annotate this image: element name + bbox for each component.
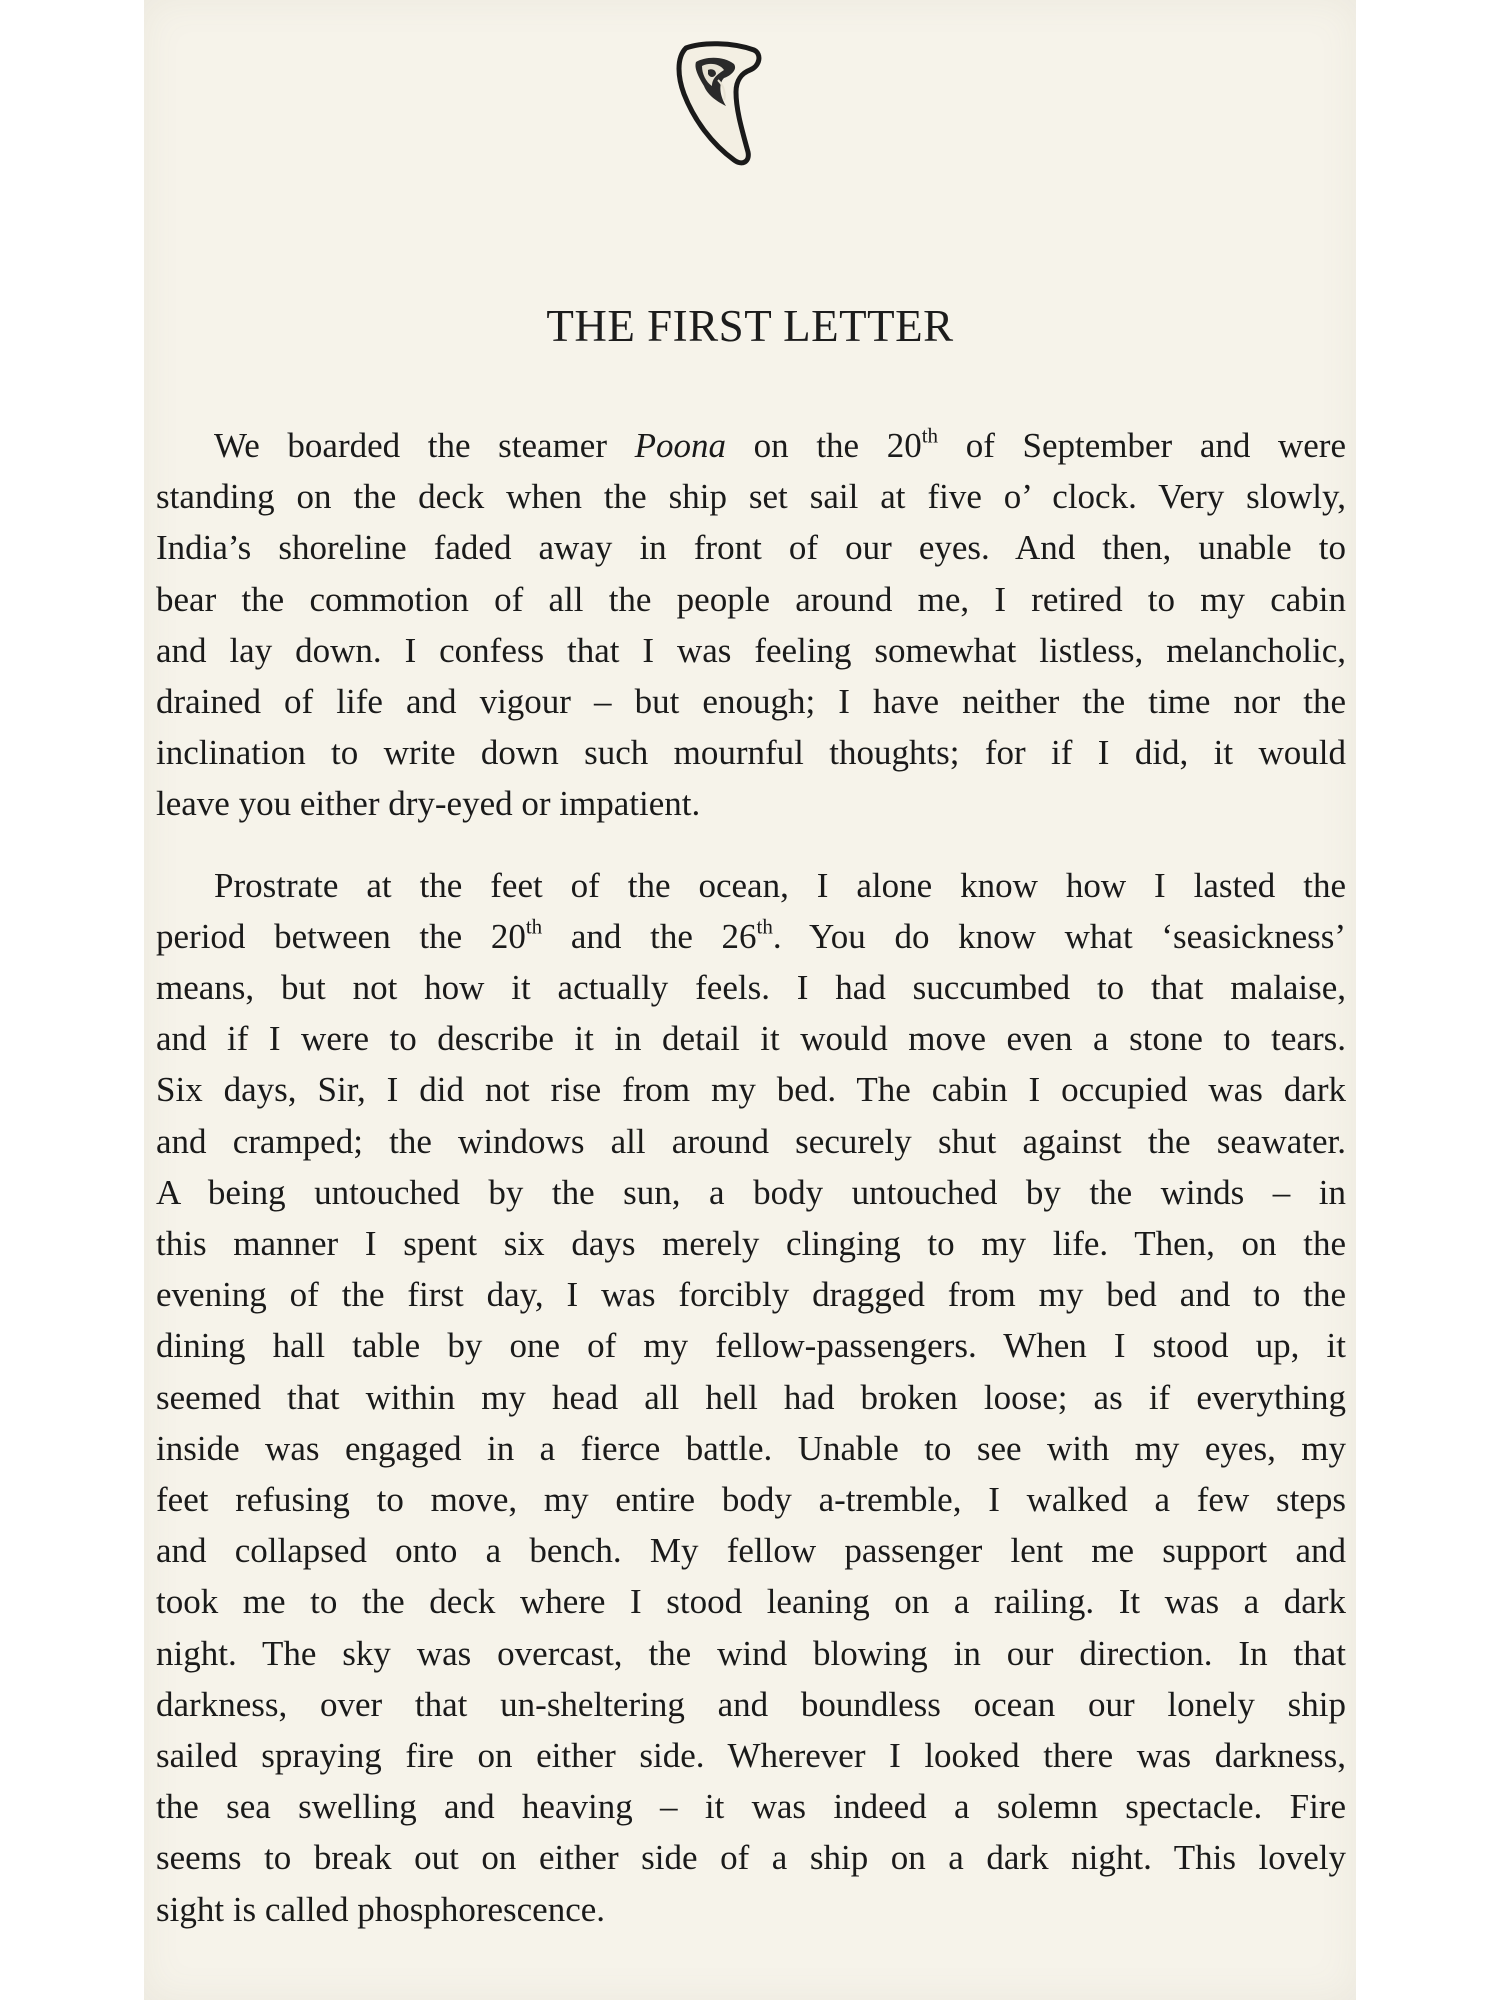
text-line: inclination to write down such mournful thoughts; for if I did, it would: [156, 733, 1346, 773]
text-line: and if I were to describe it in detail it would move even a stone to tears.: [156, 1019, 1346, 1059]
text-line: night. The sky was overcast, the wind blowing in our direction. In that: [156, 1633, 1346, 1673]
text-line: the sea swelling and heaving – it was indeed a solemn spectacle. Fire: [156, 1787, 1346, 1827]
text-line: leave you either dry-eyed or impatient.: [156, 784, 701, 824]
ordinal-suffix: th: [921, 423, 939, 448]
text-line: seems to break out on either side of a ship on a dark night. This lovely: [156, 1838, 1346, 1878]
text-line: Six days, Sir, I did not rise from my bed. The cabin I occupied was dark: [156, 1070, 1346, 1110]
text-line: seemed that within my head all hell had broken loose; as if everything: [156, 1377, 1346, 1417]
ship-name: Poona: [634, 426, 727, 465]
text-line: bear the commotion of all the people around me, I retired to my cabin: [156, 579, 1346, 619]
text-line: took me to the deck where I stood leaning on a railing. It was a dark: [156, 1582, 1346, 1622]
text-segment: period between the 20: [156, 916, 526, 956]
text-segment: on the 20: [726, 426, 922, 465]
paragraph-2: [156, 860, 1346, 1935]
text-line: dining hall table by one of my fellow-passengers. When I stood up, it: [156, 1326, 1346, 1366]
text-segment: . You do know what ‘seasickness’: [772, 916, 1347, 956]
text-line: A being untouched by the sun, a body untouched by the winds – in: [156, 1172, 1346, 1212]
paragraph-1: [156, 420, 1346, 830]
ordinal-suffix: th: [756, 914, 773, 939]
book-page: [144, 0, 1356, 2000]
text-segment: and the 26: [542, 916, 757, 956]
text-line: darkness, over that un-sheltering and boundless ocean our lonely ship: [156, 1684, 1346, 1724]
text-line: inside was engaged in a fierce battle. Unable to see with my eyes, my: [156, 1428, 1346, 1468]
decorative-flourish-icon: [672, 40, 764, 170]
text-line: standing on the deck when the ship set sail at five o’ clock. Very slowly,: [156, 477, 1346, 517]
text-line: India’s shoreline faded away in front of our eyes. And then, unable to: [156, 528, 1346, 568]
text-line: Prostrate at the feet of the ocean, I alone know how I lasted the: [214, 865, 1346, 905]
text-line: sight is called phosphorescence.: [156, 1889, 606, 1929]
text-line: [156, 911, 1346, 962]
chapter-title: THE FIRST LETTER: [546, 301, 954, 351]
text-line: means, but not how it actually feels. I had succumbed to that malaise,: [156, 968, 1346, 1008]
text-segment: of September and were: [938, 426, 1346, 465]
ordinal-suffix: th: [525, 914, 543, 939]
text-line: and cramped; the windows all around securely shut against the seawater.: [156, 1121, 1346, 1161]
text-line: [156, 420, 1346, 471]
text-line: and lay down. I confess that I was feeling somewhat listless, melancholic,: [156, 630, 1346, 670]
text-line: this manner I spent six days merely clinging to my life. Then, on the: [156, 1224, 1346, 1264]
text-line: sailed spraying fire on either side. Wherever I looked there was darkness,: [156, 1736, 1346, 1776]
text-line: feet refusing to move, my entire body a-tremble, I walked a few steps: [156, 1480, 1346, 1520]
text-line: and collapsed onto a bench. My fellow passenger lent me support and: [156, 1531, 1346, 1571]
letter-body: [156, 420, 1346, 1935]
text-line: drained of life and vigour – but enough; I have neither the time nor the: [156, 682, 1346, 722]
text-line: evening of the first day, I was forcibly dragged from my bed and to the: [156, 1275, 1346, 1315]
text-segment: We boarded the steamer: [214, 426, 635, 465]
